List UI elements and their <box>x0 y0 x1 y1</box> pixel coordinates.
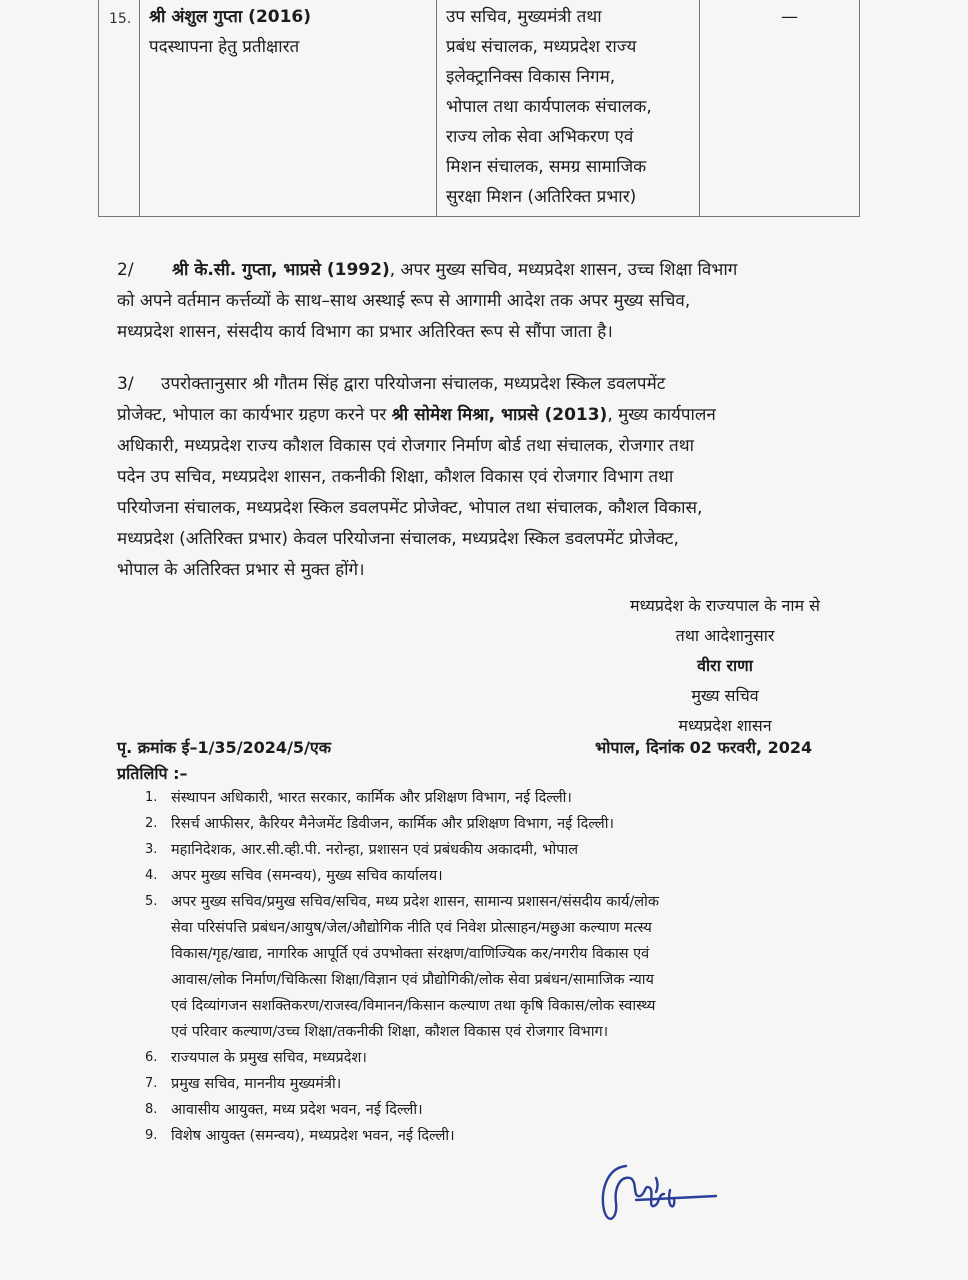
list-item-number: 4. <box>145 868 158 883</box>
list-item <box>145 863 855 889</box>
authority-line: तथा आदेशानुसार <box>675 626 775 645</box>
posting-line: उप सचिव, मुख्यमंत्री तथा <box>446 7 602 27</box>
list-item-number: 5. <box>145 894 158 909</box>
officer-name: श्री के.सी. गुप्ता, भाप्रसे (1992) <box>172 260 390 280</box>
table-divider <box>139 0 140 216</box>
list-item-text <box>171 1045 855 1071</box>
posting-line: इलेक्ट्रानिक्स विकास निगम, <box>446 67 616 87</box>
list-item <box>145 889 855 1045</box>
list-item-number: 6. <box>145 1050 158 1065</box>
posting-line: मिशन संचालक, समग्र सामाजिक <box>446 157 647 177</box>
paragraph-line <box>117 400 850 431</box>
list-item-number: 2. <box>145 816 158 831</box>
authority-line: मध्यप्रदेश के राज्यपाल के नाम से <box>630 596 820 615</box>
list-item-line: संस्थापन अधिकारी, भारत सरकार, कार्मिक और प्रशिक्षण विभाग, नई दिल्ली। <box>171 790 572 806</box>
paragraph-line: परियोजना संचालक, मध्यप्रदेश स्किल डवलपमेंट प्रोजेक्ट, भोपाल तथा संचालक, कौशल विकास, <box>117 498 703 518</box>
list-item-line: आवास/लोक निर्माण/चिकित्सा शिक्षा/विज्ञान एवं प्रौद्योगिकी/लोक सेवा प्रबंधन/सामाजिक न्याय <box>171 972 654 988</box>
paragraph-text: , मुख्य कार्यपालन <box>607 405 716 425</box>
paragraph-line: भोपाल के अतिरिक्त प्रभार से मुक्त होंगे। <box>117 560 365 580</box>
remark-cell: — <box>781 7 798 27</box>
list-item <box>145 811 855 837</box>
list-item-text <box>171 889 855 1045</box>
list-item <box>145 1071 855 1097</box>
list-item-line: प्रमुख सचिव, माननीय मुख्यमंत्री। <box>171 1076 342 1092</box>
posting-line: भोपाल तथा कार्यपालक संचालक, <box>446 97 652 117</box>
officer-name: श्री अंशुल गुप्ता (2016) <box>149 7 312 27</box>
list-item-line: अपर मुख्य सचिव (समन्वय), मुख्य सचिव कार्यालय। <box>171 868 443 884</box>
paragraph-number: 2/ <box>117 260 134 280</box>
posting-table-row <box>98 0 860 217</box>
list-item <box>145 1045 855 1071</box>
paragraph-line: मध्यप्रदेश (अतिरिक्त प्रभार) केवल परियोजना संचालक, मध्यप्रदेश स्किल डवलपमेंट प्रोजेक्ट, <box>117 529 679 549</box>
list-item-text <box>171 837 855 863</box>
posting-line: सुरक्षा मिशन (अतिरिक्त प्रभार) <box>446 187 637 207</box>
list-item-number: 8. <box>145 1102 158 1117</box>
list-item-line: आवासीय आयुक्त, मध्य प्रदेश भवन, नई दिल्ली। <box>171 1102 423 1118</box>
list-item-text <box>171 863 855 889</box>
posting-line: प्रबंध संचालक, मध्यप्रदेश राज्य <box>446 37 637 57</box>
list-item-line: महानिदेशक, आर.सी.व्ही.पी. नरोन्हा, प्रशासन एवं प्रबंधकीय अकादमी, भोपाल <box>171 842 579 858</box>
signatory-name: वीरा राणा <box>697 656 753 675</box>
list-item <box>145 1123 855 1149</box>
paragraph-line: को अपने वर्तमान कर्त्तव्यों के साथ–साथ अस्थाई रूप से आगामी आदेश तक अपर मुख्य सचिव, <box>117 291 691 311</box>
paragraph-3 <box>117 369 850 586</box>
list-item-text <box>171 785 855 811</box>
table-divider <box>699 0 700 216</box>
list-item <box>145 1097 855 1123</box>
list-item-line: विशेष आयुक्त (समन्वय), मध्यप्रदेश भवन, नई दिल्ली। <box>171 1128 455 1144</box>
paragraph-line <box>117 255 850 286</box>
copy-list <box>145 785 855 1149</box>
paragraph-line: मध्यप्रदेश शासन, संसदीय कार्य विभाग का प्रभार अतिरिक्त रूप से सौंपा जाता है। <box>117 322 613 342</box>
paragraph-2 <box>117 255 850 348</box>
paragraph-text: , अपर मुख्य सचिव, मध्यप्रदेश शासन, उच्च शिक्षा विभाग <box>389 260 738 280</box>
list-item-text <box>171 1123 855 1149</box>
list-item-number: 7. <box>145 1076 158 1091</box>
list-item-line: विकास/गृह/खाद्य, नागरिक आपूर्ति एवं उपभोक्ता संरक्षण/वाणिज्यिक कर/नगरीय विकास एवं <box>171 946 650 962</box>
handwritten-signature <box>596 1148 726 1238</box>
list-item-line: सेवा परिसंपत्ति प्रबंधन/आयुष/जेल/औद्योगिक नीति एवं निवेश प्रोत्साहन/मछुआ कल्याण मत्स्य <box>171 920 652 936</box>
new-posting-cell <box>446 2 696 212</box>
posting-line: राज्य लोक सेवा अभिकरण एवं <box>446 127 634 147</box>
signature-block <box>560 591 890 741</box>
list-item-line: अपर मुख्य सचिव/प्रमुख सचिव/सचिव, मध्य प्रदेश शासन, सामान्य प्रशासन/संसदीय कार्य/लोक <box>171 894 659 910</box>
place-date: भोपाल, दिनांक 02 फरवरी, 2024 <box>595 738 813 757</box>
copy-heading: प्रतिलिपि :– <box>117 764 188 783</box>
list-item-number: 1. <box>145 790 158 805</box>
signatory-government: मध्यप्रदेश शासन <box>678 716 772 735</box>
paragraph-line <box>117 369 850 400</box>
reference-number: पृ. क्रमांक ई–1/35/2024/5/एक <box>117 738 332 757</box>
paragraph-text: उपरोक्तानुसार श्री गौतम सिंह द्वारा परियोजना संचालक, मध्यप्रदेश स्किल डवलपमेंट <box>161 374 666 394</box>
current-posting: पदस्थापना हेतु प्रतीक्षारत <box>149 37 300 57</box>
list-item-text <box>171 811 855 837</box>
paragraph-line: अधिकारी, मध्यप्रदेश राज्य कौशल विकास एवं रोजगार निर्माण बोर्ड तथा संचालक, रोजगार तथा <box>117 436 695 456</box>
list-item-line: एवं परिवार कल्याण/उच्च शिक्षा/तकनीकी शिक्षा, कौशल विकास एवं रोजगार विभाग। <box>171 1024 609 1040</box>
paragraph-line: पदेन उप सचिव, मध्यप्रदेश शासन, तकनीकी शिक्षा, कौशल विकास एवं रोजगार विभाग तथा <box>117 467 674 487</box>
signatory-designation: मुख्य सचिव <box>691 686 759 705</box>
list-item <box>145 837 855 863</box>
officer-cell <box>149 2 431 62</box>
paragraph-text: प्रोजेक्ट, भोपाल का कार्यभार ग्रहण करने पर <box>117 405 392 425</box>
list-item-line: राज्यपाल के प्रमुख सचिव, मध्यप्रदेश। <box>171 1050 367 1066</box>
list-item-line: रिसर्च आफीसर, कैरियर मैनेजमेंट डिवीजन, कार्मिक और प्रशिक्षण विभाग, नई दिल्ली। <box>171 816 614 832</box>
paragraph-number: 3/ <box>117 374 134 394</box>
list-item-number: 3. <box>145 842 158 857</box>
row-serial: 15. <box>109 11 132 27</box>
table-divider <box>436 0 437 216</box>
list-item-text <box>171 1071 855 1097</box>
list-item-text <box>171 1097 855 1123</box>
list-item-line: एवं दिव्यांगजन सशक्तिकरण/राजस्व/विमानन/किसान कल्याण तथा कृषि विकास/लोक स्वास्थ्य <box>171 998 656 1014</box>
list-item <box>145 785 855 811</box>
list-item-number: 9. <box>145 1128 158 1143</box>
officer-name: श्री सोमेश मिश्रा, भाप्रसे (2013) <box>391 405 608 425</box>
